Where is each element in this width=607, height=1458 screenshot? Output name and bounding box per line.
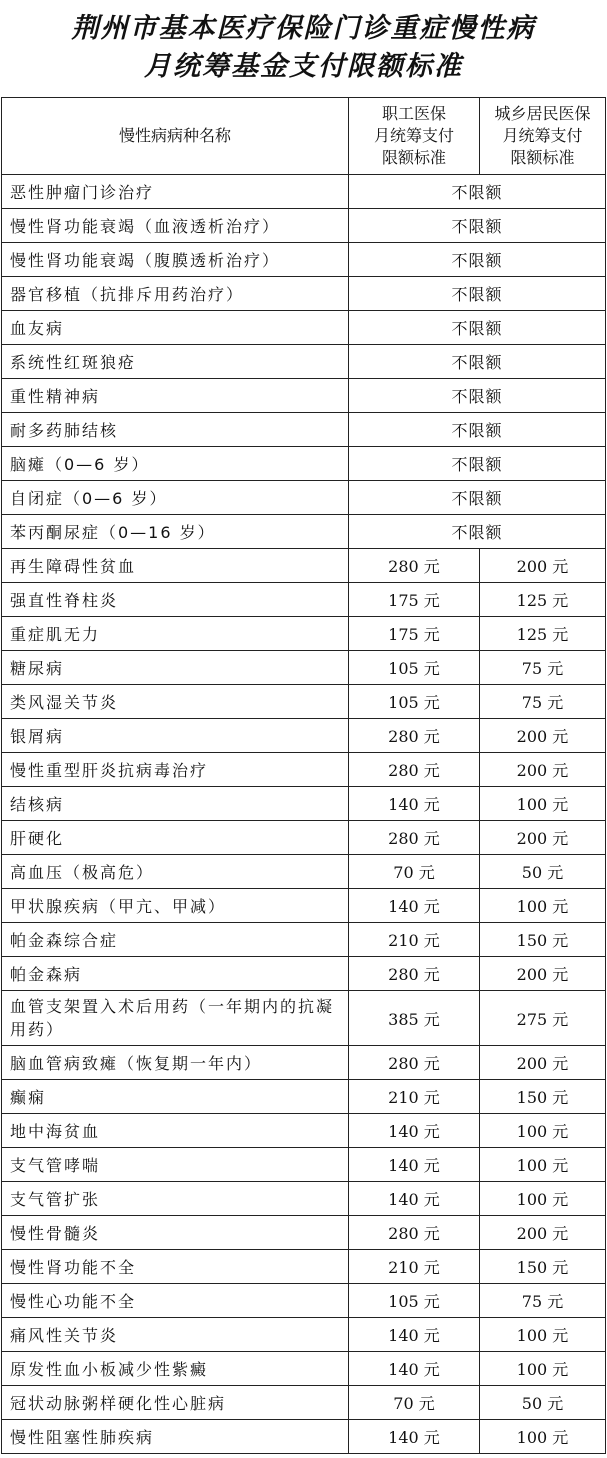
table-row-unlimited bbox=[2, 277, 606, 311]
employee-limit-cell: 280 元 bbox=[349, 549, 480, 583]
disease-name-cell: 帕金森病 bbox=[2, 957, 349, 991]
disease-name-cell: 再生障碍性贫血 bbox=[2, 549, 349, 583]
resident-limit-cell: 125 元 bbox=[480, 617, 606, 651]
employee-limit-cell: 210 元 bbox=[349, 1250, 480, 1284]
employee-limit-cell: 70 元 bbox=[349, 1386, 480, 1420]
table-row-unlimited bbox=[2, 209, 606, 243]
employee-limit-cell: 210 元 bbox=[349, 1080, 480, 1114]
table-row bbox=[2, 889, 606, 923]
table-row bbox=[2, 1386, 606, 1420]
table-row bbox=[2, 753, 606, 787]
employee-limit-cell: 105 元 bbox=[349, 1284, 480, 1318]
table-row bbox=[2, 1148, 606, 1182]
disease-name-cell: 银屑病 bbox=[2, 719, 349, 753]
employee-limit-cell: 280 元 bbox=[349, 719, 480, 753]
resident-limit-cell: 100 元 bbox=[480, 1182, 606, 1216]
resident-limit-cell: 75 元 bbox=[480, 685, 606, 719]
disease-name-cell: 高血压（极高危） bbox=[2, 855, 349, 889]
table-row-unlimited bbox=[2, 447, 606, 481]
limit-cell-unlimited: 不限额 bbox=[349, 243, 606, 277]
employee-limit-cell: 140 元 bbox=[349, 1352, 480, 1386]
table-row-unlimited bbox=[2, 379, 606, 413]
disease-name-cell: 重症肌无力 bbox=[2, 617, 349, 651]
payment-limit-table bbox=[1, 97, 606, 1454]
disease-name-cell: 耐多药肺结核 bbox=[2, 413, 349, 447]
disease-name-cell: 器官移植（抗排斥用药治疗） bbox=[2, 277, 349, 311]
limit-cell-unlimited: 不限额 bbox=[349, 345, 606, 379]
resident-limit-cell: 100 元 bbox=[480, 1420, 606, 1454]
table-row-unlimited bbox=[2, 481, 606, 515]
disease-name-cell: 脑瘫（0—6 岁） bbox=[2, 447, 349, 481]
page-title-line-1: 荆州市基本医疗保险门诊重症慢性病 bbox=[71, 13, 536, 44]
table-row bbox=[2, 549, 606, 583]
disease-name-cell: 原发性血小板减少性紫癜 bbox=[2, 1352, 349, 1386]
disease-name-cell: 血管支架置入术后用药（一年期内的抗凝用药） bbox=[2, 991, 349, 1046]
employee-limit-cell: 280 元 bbox=[349, 753, 480, 787]
disease-name-cell: 血友病 bbox=[2, 311, 349, 345]
table-row bbox=[2, 787, 606, 821]
disease-name-cell: 慢性骨髓炎 bbox=[2, 1216, 349, 1250]
table-row bbox=[2, 1114, 606, 1148]
disease-name-cell: 糖尿病 bbox=[2, 651, 349, 685]
disease-name-cell: 帕金森综合症 bbox=[2, 923, 349, 957]
employee-limit-cell: 280 元 bbox=[349, 1046, 480, 1080]
employee-limit-cell: 140 元 bbox=[349, 1148, 480, 1182]
table-row bbox=[2, 855, 606, 889]
limit-cell-unlimited: 不限额 bbox=[349, 379, 606, 413]
table-row-unlimited bbox=[2, 311, 606, 345]
employee-limit-cell: 385 元 bbox=[349, 991, 480, 1046]
resident-limit-cell: 275 元 bbox=[480, 991, 606, 1046]
table-row-unlimited bbox=[2, 175, 606, 209]
header-employee-insurance: 职工医保 月统筹支付 限额标准 bbox=[349, 98, 480, 175]
table-row bbox=[2, 991, 606, 1046]
employee-limit-cell: 210 元 bbox=[349, 923, 480, 957]
employee-limit-cell: 140 元 bbox=[349, 1114, 480, 1148]
resident-limit-cell: 75 元 bbox=[480, 1284, 606, 1318]
resident-limit-cell: 100 元 bbox=[480, 889, 606, 923]
table-row bbox=[2, 821, 606, 855]
resident-limit-cell: 200 元 bbox=[480, 549, 606, 583]
limit-cell-unlimited: 不限额 bbox=[349, 515, 606, 549]
table-header-row bbox=[2, 98, 606, 175]
employee-limit-cell: 280 元 bbox=[349, 957, 480, 991]
resident-limit-cell: 50 元 bbox=[480, 1386, 606, 1420]
disease-name-cell: 支气管扩张 bbox=[2, 1182, 349, 1216]
disease-name-cell: 冠状动脉粥样硬化性心脏病 bbox=[2, 1386, 349, 1420]
table-row bbox=[2, 1046, 606, 1080]
resident-limit-cell: 50 元 bbox=[480, 855, 606, 889]
disease-name-cell: 重性精神病 bbox=[2, 379, 349, 413]
resident-limit-cell: 150 元 bbox=[480, 1250, 606, 1284]
employee-limit-cell: 70 元 bbox=[349, 855, 480, 889]
table-row bbox=[2, 1250, 606, 1284]
limit-cell-unlimited: 不限额 bbox=[349, 277, 606, 311]
disease-name-cell: 慢性肾功能不全 bbox=[2, 1250, 349, 1284]
table-row bbox=[2, 957, 606, 991]
limit-cell-unlimited: 不限额 bbox=[349, 311, 606, 345]
table-row bbox=[2, 1284, 606, 1318]
disease-name-cell: 类风湿关节炎 bbox=[2, 685, 349, 719]
table-row bbox=[2, 583, 606, 617]
table-row bbox=[2, 685, 606, 719]
table-body bbox=[2, 175, 606, 1454]
table-row-unlimited bbox=[2, 515, 606, 549]
disease-name-cell: 苯丙酮尿症（0—16 岁） bbox=[2, 515, 349, 549]
resident-limit-cell: 100 元 bbox=[480, 1114, 606, 1148]
limit-cell-unlimited: 不限额 bbox=[349, 447, 606, 481]
resident-limit-cell: 100 元 bbox=[480, 787, 606, 821]
table-row bbox=[2, 719, 606, 753]
employee-limit-cell: 175 元 bbox=[349, 617, 480, 651]
resident-limit-cell: 125 元 bbox=[480, 583, 606, 617]
table-row bbox=[2, 617, 606, 651]
disease-name-cell: 慢性肾功能衰竭（腹膜透析治疗） bbox=[2, 243, 349, 277]
employee-limit-cell: 140 元 bbox=[349, 1318, 480, 1352]
disease-name-cell: 强直性脊柱炎 bbox=[2, 583, 349, 617]
limit-cell-unlimited: 不限额 bbox=[349, 209, 606, 243]
employee-limit-cell: 280 元 bbox=[349, 821, 480, 855]
disease-name-cell: 痛风性关节炎 bbox=[2, 1318, 349, 1352]
resident-limit-cell: 200 元 bbox=[480, 1046, 606, 1080]
employee-limit-cell: 105 元 bbox=[349, 651, 480, 685]
employee-limit-cell: 140 元 bbox=[349, 1420, 480, 1454]
employee-limit-cell: 105 元 bbox=[349, 685, 480, 719]
disease-name-cell: 恶性肿瘤门诊治疗 bbox=[2, 175, 349, 209]
employee-limit-cell: 140 元 bbox=[349, 889, 480, 923]
employee-limit-cell: 140 元 bbox=[349, 1182, 480, 1216]
limit-cell-unlimited: 不限额 bbox=[349, 481, 606, 515]
limit-cell-unlimited: 不限额 bbox=[349, 413, 606, 447]
page-title-line-2: 月统筹基金支付限额标准 bbox=[144, 51, 463, 82]
resident-limit-cell: 150 元 bbox=[480, 923, 606, 957]
resident-limit-cell: 200 元 bbox=[480, 753, 606, 787]
disease-name-cell: 脑血管病致瘫（恢复期一年内） bbox=[2, 1046, 349, 1080]
disease-name-cell: 癫痫 bbox=[2, 1080, 349, 1114]
table-row-unlimited bbox=[2, 413, 606, 447]
table-row bbox=[2, 1420, 606, 1454]
resident-limit-cell: 200 元 bbox=[480, 821, 606, 855]
table-row bbox=[2, 1080, 606, 1114]
resident-limit-cell: 100 元 bbox=[480, 1352, 606, 1386]
table-row bbox=[2, 923, 606, 957]
resident-limit-cell: 200 元 bbox=[480, 719, 606, 753]
table-row bbox=[2, 651, 606, 685]
header-disease-name: 慢性病病种名称 bbox=[2, 98, 349, 175]
resident-limit-cell: 200 元 bbox=[480, 1216, 606, 1250]
disease-name-cell: 慢性心功能不全 bbox=[2, 1284, 349, 1318]
resident-limit-cell: 200 元 bbox=[480, 957, 606, 991]
resident-limit-cell: 100 元 bbox=[480, 1318, 606, 1352]
resident-limit-cell: 100 元 bbox=[480, 1148, 606, 1182]
table-row bbox=[2, 1182, 606, 1216]
disease-name-cell: 甲状腺疾病（甲亢、甲减） bbox=[2, 889, 349, 923]
resident-limit-cell: 150 元 bbox=[480, 1080, 606, 1114]
employee-limit-cell: 140 元 bbox=[349, 787, 480, 821]
disease-name-cell: 慢性重型肝炎抗病毒治疗 bbox=[2, 753, 349, 787]
disease-name-cell: 慢性阻塞性肺疾病 bbox=[2, 1420, 349, 1454]
disease-name-cell: 自闭症（0—6 岁） bbox=[2, 481, 349, 515]
table-row bbox=[2, 1318, 606, 1352]
employee-limit-cell: 175 元 bbox=[349, 583, 480, 617]
disease-name-cell: 慢性肾功能衰竭（血液透析治疗） bbox=[2, 209, 349, 243]
employee-limit-cell: 280 元 bbox=[349, 1216, 480, 1250]
table-row bbox=[2, 1352, 606, 1386]
table-row-unlimited bbox=[2, 243, 606, 277]
disease-name-cell: 系统性红斑狼疮 bbox=[2, 345, 349, 379]
disease-name-cell: 支气管哮喘 bbox=[2, 1148, 349, 1182]
table-row bbox=[2, 1216, 606, 1250]
disease-name-cell: 结核病 bbox=[2, 787, 349, 821]
limit-cell-unlimited: 不限额 bbox=[349, 175, 606, 209]
header-resident-insurance: 城乡居民医保 月统筹支付 限额标准 bbox=[480, 98, 606, 175]
disease-name-cell: 地中海贫血 bbox=[2, 1114, 349, 1148]
resident-limit-cell: 75 元 bbox=[480, 651, 606, 685]
table-row-unlimited bbox=[2, 345, 606, 379]
disease-name-cell: 肝硬化 bbox=[2, 821, 349, 855]
